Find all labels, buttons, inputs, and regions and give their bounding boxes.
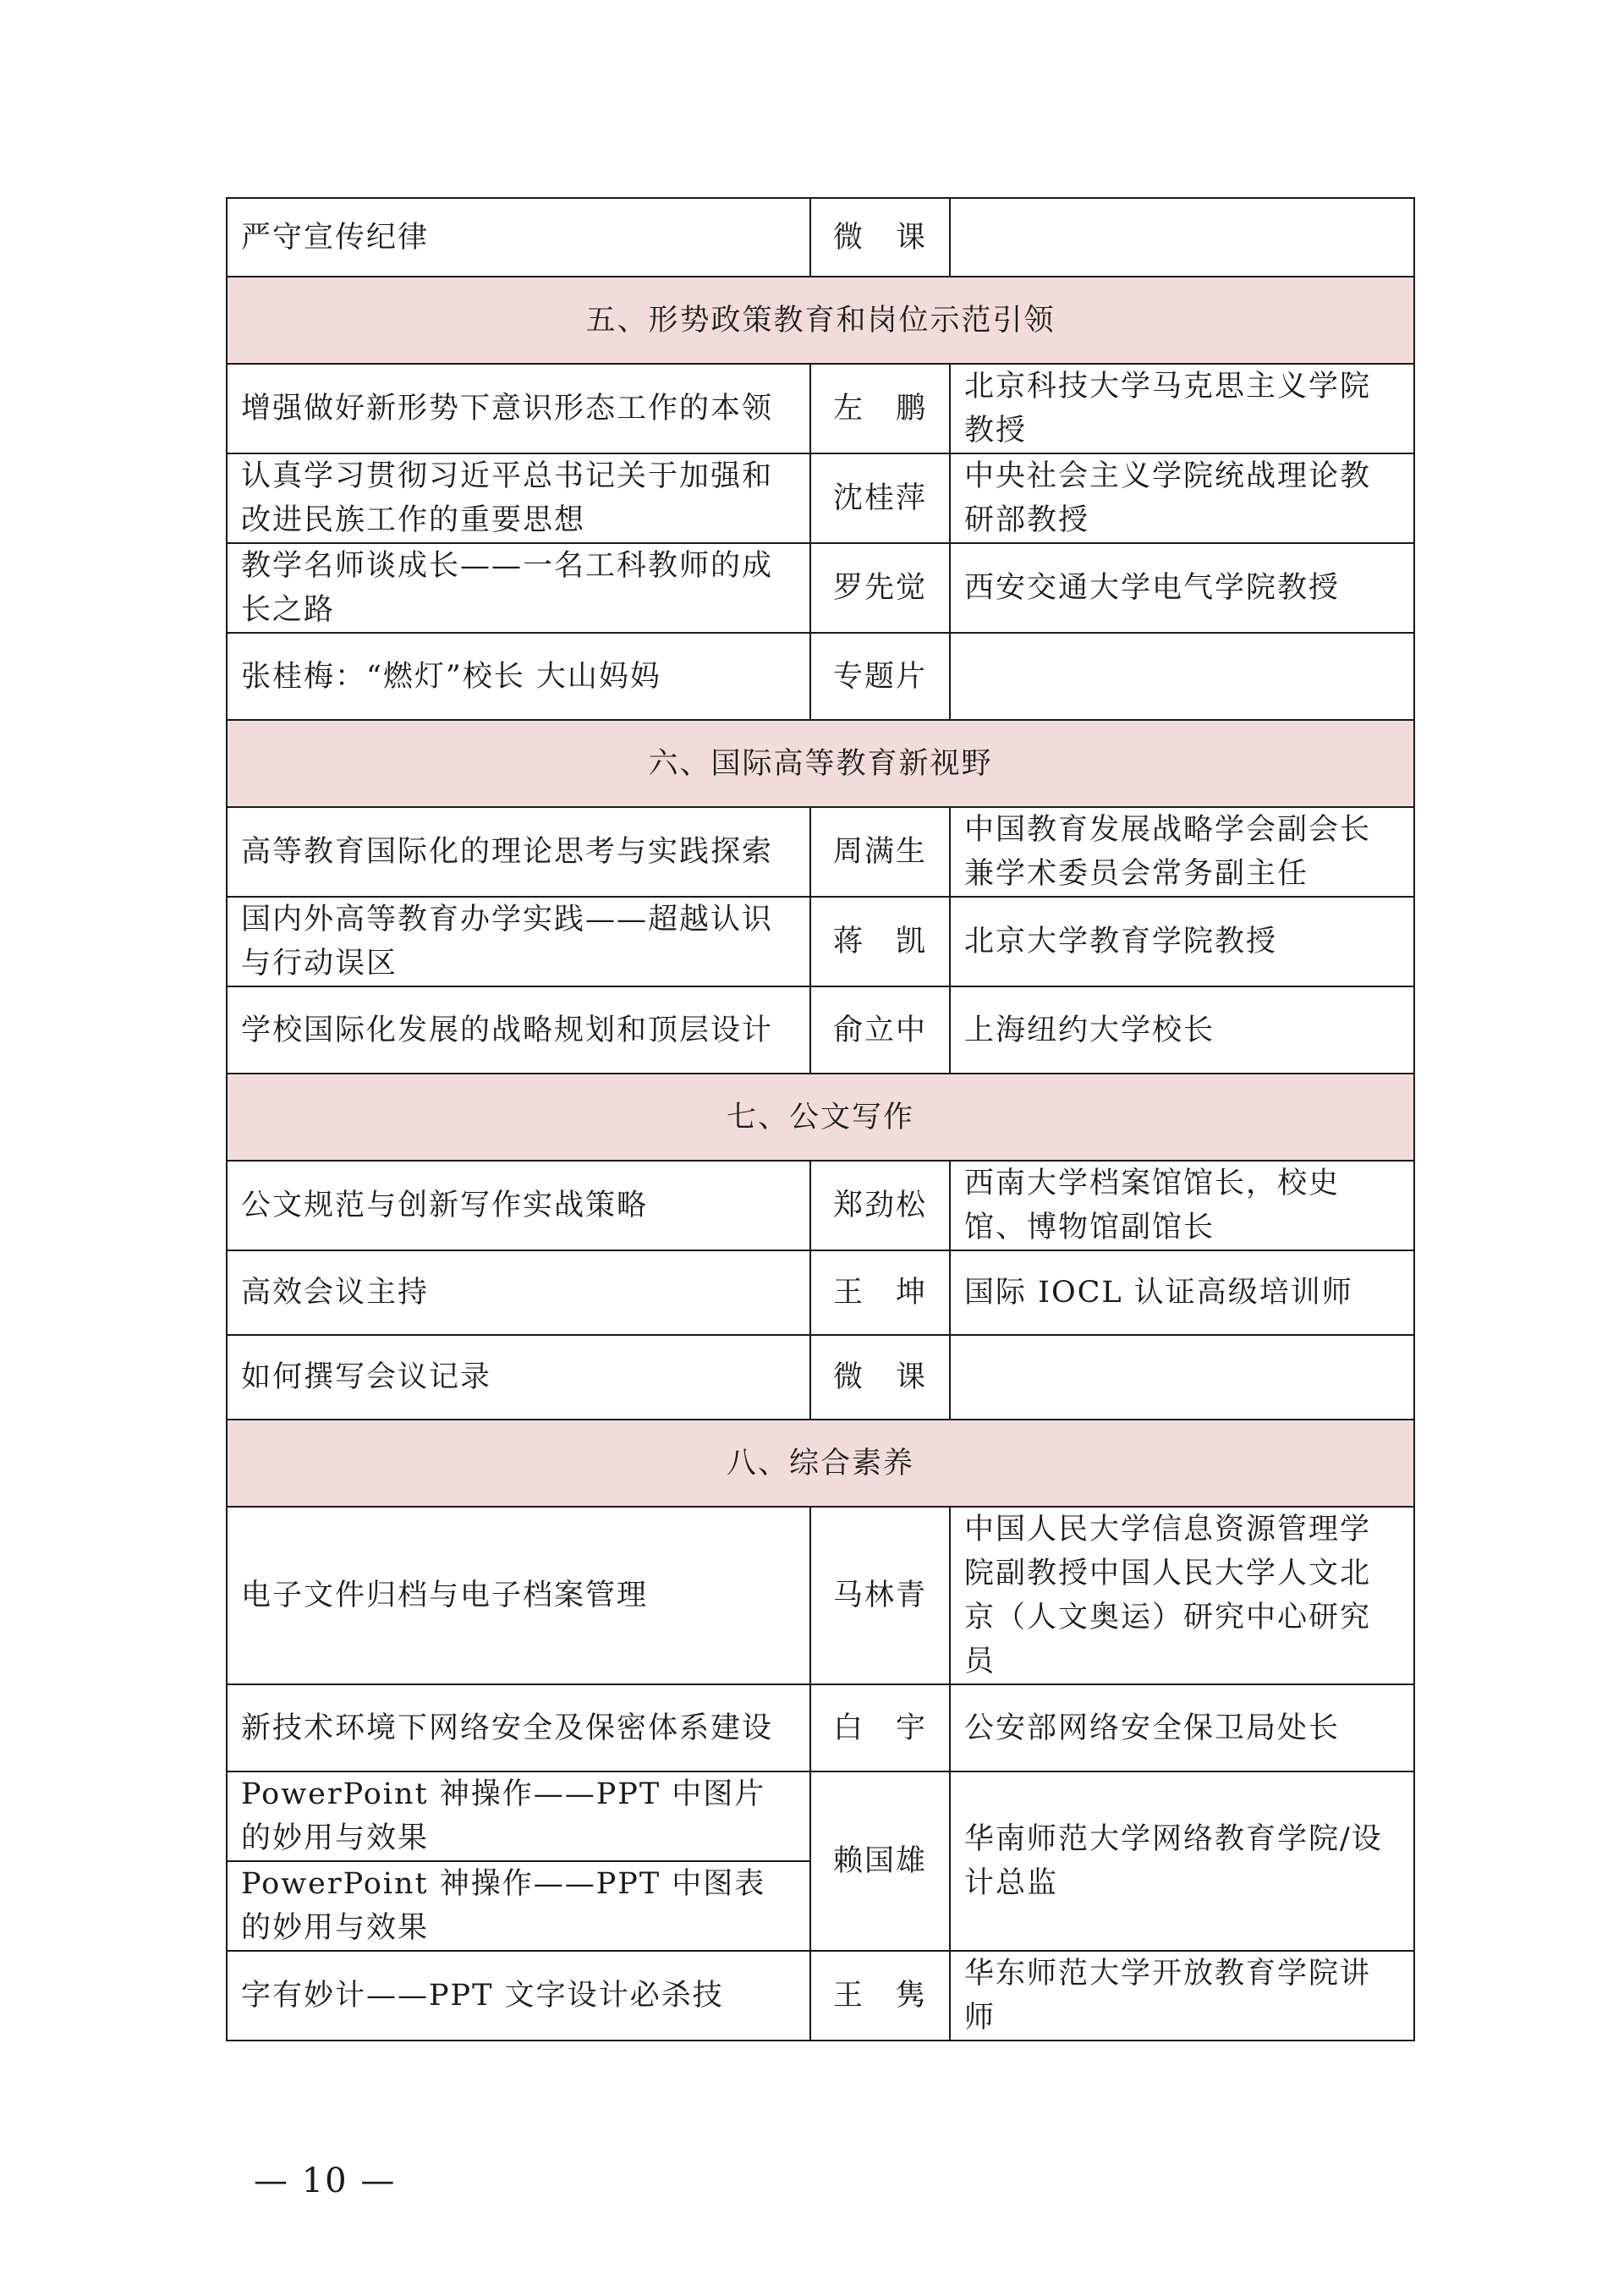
speaker-cell: 罗先觉 xyxy=(810,543,950,633)
table-row xyxy=(227,543,1414,633)
affiliation-cell: 国际 IOCL 认证高级培训师 xyxy=(950,1250,1414,1335)
speaker-cell: 白 宇 xyxy=(810,1684,950,1771)
affiliation-cell: 北京科技大学马克思主义学院教授 xyxy=(950,364,1414,453)
section-title: 五、形势政策教育和岗位示范引领 xyxy=(227,277,1414,364)
affiliation-cell: 中国人民大学信息资源管理学院副教授中国人民大学人文北京（人文奥运）研究中心研究员 xyxy=(950,1507,1414,1684)
topic-cell: 学校国际化发展的战略规划和顶层设计 xyxy=(227,986,810,1074)
speaker-cell: 沈桂萍 xyxy=(810,453,950,543)
table-row xyxy=(227,633,1414,720)
affiliation-cell: 公安部网络安全保卫局处长 xyxy=(950,1684,1414,1771)
table-row xyxy=(227,1335,1414,1420)
affiliation-cell xyxy=(950,633,1414,720)
speaker-cell: 俞立中 xyxy=(810,986,950,1074)
topic-cell: 国内外高等教育办学实践——超越认识与行动误区 xyxy=(227,897,810,986)
table-row xyxy=(227,1250,1414,1335)
topic-cell: 增强做好新形势下意识形态工作的本领 xyxy=(227,364,810,453)
topic-cell: 高等教育国际化的理论思考与实践探索 xyxy=(227,807,810,897)
table-row xyxy=(227,897,1414,986)
table-row xyxy=(227,807,1414,897)
topic-cell: 公文规范与创新写作实战策略 xyxy=(227,1161,810,1250)
topic-cell: 认真学习贯彻习近平总书记关于加强和改进民族工作的重要思想 xyxy=(227,453,810,543)
speaker-cell: 专题片 xyxy=(810,633,950,720)
speaker-cell: 王 坤 xyxy=(810,1250,950,1335)
topic-cell: 严守宣传纪律 xyxy=(227,198,810,277)
topic-cell: 高效会议主持 xyxy=(227,1250,810,1335)
table-row xyxy=(227,1507,1414,1684)
speaker-cell: 周满生 xyxy=(810,807,950,897)
table-row xyxy=(227,453,1414,543)
topic-cell: 教学名师谈成长——一名工科教师的成长之路 xyxy=(227,543,810,633)
section-header-row xyxy=(227,1420,1414,1507)
table-row xyxy=(227,1161,1414,1250)
affiliation-cell: 北京大学教育学院教授 xyxy=(950,897,1414,986)
table-row xyxy=(227,986,1414,1074)
affiliation-cell: 中国教育发展战略学会副会长兼学术委员会常务副主任 xyxy=(950,807,1414,897)
speaker-cell: 郑劲松 xyxy=(810,1161,950,1250)
topic-cell: 张桂梅：“燃灯”校长 大山妈妈 xyxy=(227,633,810,720)
table-row xyxy=(227,1684,1414,1771)
affiliation-cell: 西南大学档案馆馆长，校史馆、博物馆副馆长 xyxy=(950,1161,1414,1250)
affiliation-cell: 上海纽约大学校长 xyxy=(950,986,1414,1074)
topic-cell: PowerPoint 神操作——PPT 中图表的妙用与效果 xyxy=(227,1861,810,1951)
speaker-cell: 王 隽 xyxy=(810,1951,950,2041)
page-number: — 10 — xyxy=(254,2161,397,2200)
section-title: 六、国际高等教育新视野 xyxy=(227,720,1414,807)
topic-cell: 如何撰写会议记录 xyxy=(227,1335,810,1420)
speaker-cell: 左 鹏 xyxy=(810,364,950,453)
table-row xyxy=(227,198,1414,277)
section-header-row xyxy=(227,277,1414,364)
section-title: 八、综合素养 xyxy=(227,1420,1414,1507)
table-row xyxy=(227,1951,1414,2041)
topic-cell: 电子文件归档与电子档案管理 xyxy=(227,1507,810,1684)
affiliation-cell xyxy=(950,1335,1414,1420)
table-row xyxy=(227,364,1414,453)
course-table xyxy=(226,197,1415,2041)
speaker-cell: 马林青 xyxy=(810,1507,950,1684)
section-header-row xyxy=(227,720,1414,807)
section-header-row xyxy=(227,1074,1414,1161)
topic-cell: 新技术环境下网络安全及保密体系建设 xyxy=(227,1684,810,1771)
affiliation-cell: 华东师范大学开放教育学院讲师 xyxy=(950,1951,1414,2041)
affiliation-cell xyxy=(950,198,1414,277)
affiliation-cell: 西安交通大学电气学院教授 xyxy=(950,543,1414,633)
section-title: 七、公文写作 xyxy=(227,1074,1414,1161)
speaker-cell: 赖国雄 xyxy=(810,1771,950,1951)
speaker-cell: 微 课 xyxy=(810,1335,950,1420)
topic-cell: 字有妙计——PPT 文字设计必杀技 xyxy=(227,1951,810,2041)
speaker-cell: 微 课 xyxy=(810,198,950,277)
topic-cell: PowerPoint 神操作——PPT 中图片的妙用与效果 xyxy=(227,1771,810,1861)
affiliation-cell: 华南师范大学网络教育学院/设计总监 xyxy=(950,1771,1414,1951)
affiliation-cell: 中央社会主义学院统战理论教研部教授 xyxy=(950,453,1414,543)
speaker-cell: 蒋 凯 xyxy=(810,897,950,986)
table-row xyxy=(227,1771,1414,1861)
